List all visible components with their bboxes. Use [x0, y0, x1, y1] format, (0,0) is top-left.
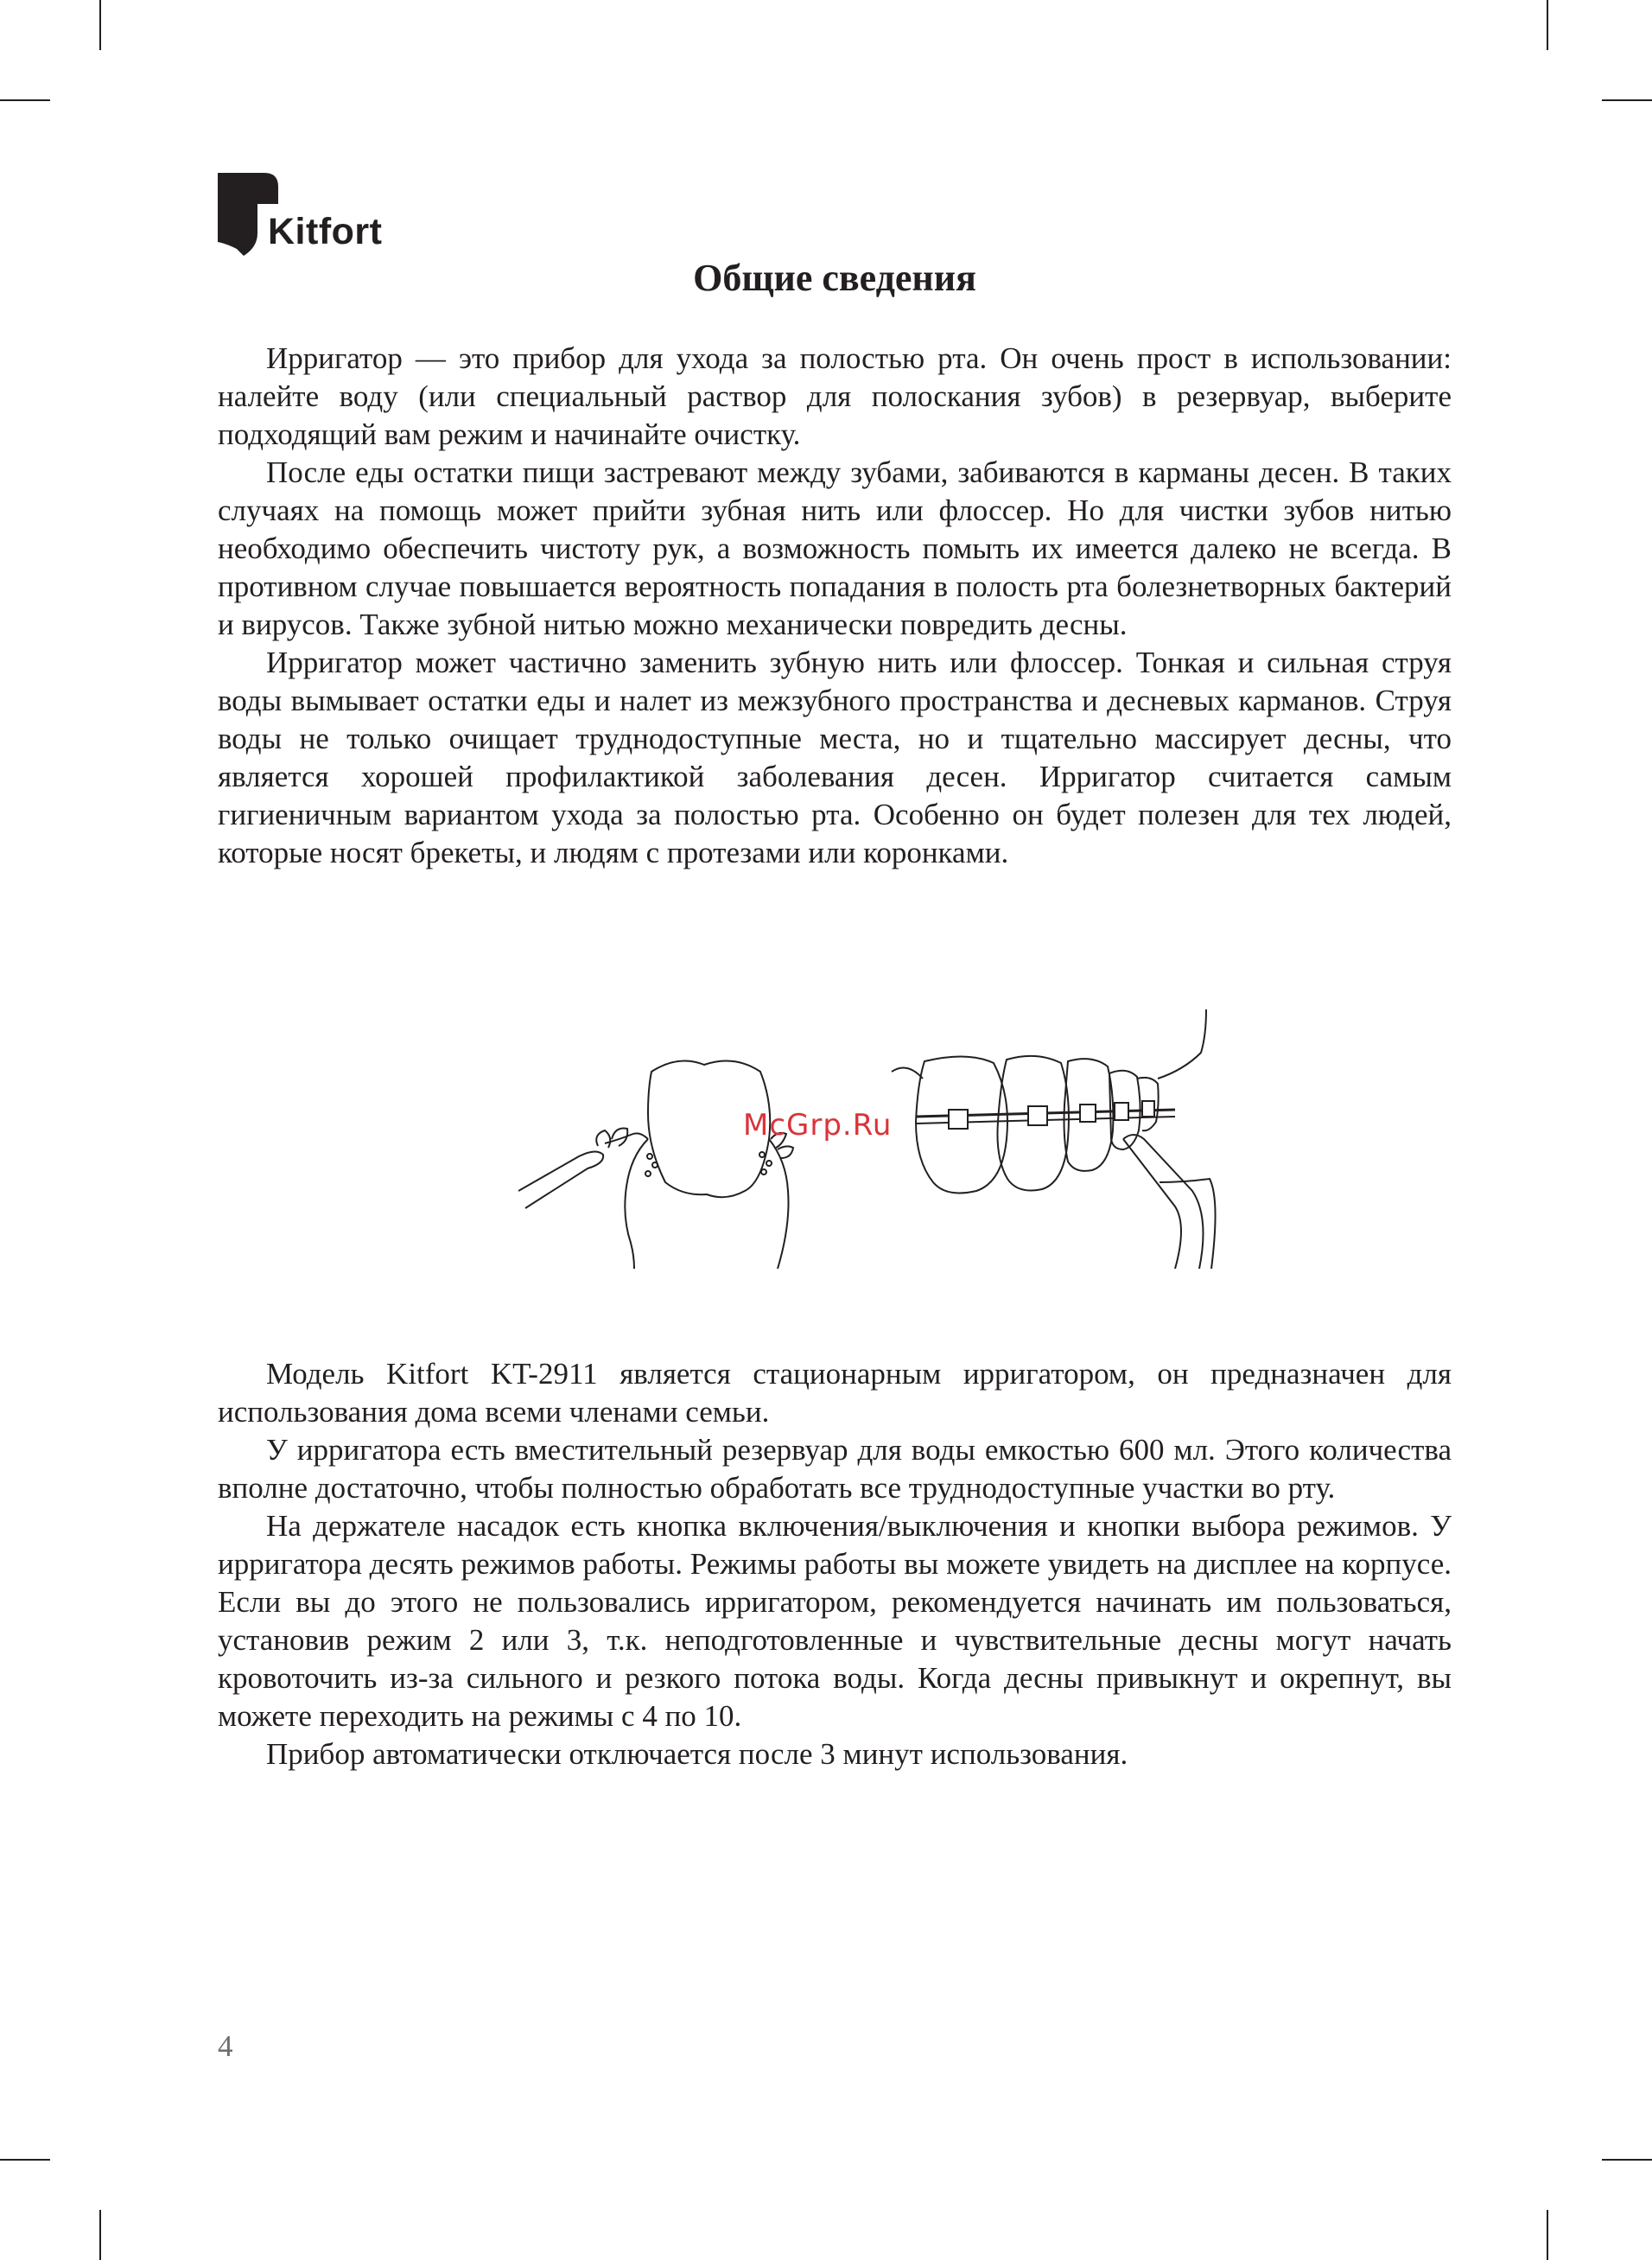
crop-mark: [99, 2210, 101, 2260]
intro-section: [218, 340, 1452, 872]
paragraph: Модель Kitfort KT-2911 является стационарным ирригатором, он предназначен для использования дома всеми членами семьи.: [218, 1357, 1452, 1429]
brand-name: Kitfort: [268, 211, 383, 252]
crop-mark: [1547, 0, 1548, 50]
paragraph: У ирригатора есть вместительный резервуар для воды емкостью 600 мл. Этого количества вполне достаточно, чтобы полностью обработать все труднодоступные участки во рту.: [218, 1433, 1452, 1505]
page-number: 4: [218, 2029, 233, 2063]
crop-mark: [1602, 99, 1652, 101]
teeth-with-braces: [892, 1009, 1216, 1269]
paragraph: Прибор автоматически отключается после 3 минут использования.: [266, 1737, 1128, 1771]
watermark: McGrp.Ru: [743, 1108, 893, 1143]
paragraph: На держателе насадок есть кнопка включения/выключения и кнопки выбора режимов. У ирригатора десять режимов работы. Режимы работы вы можете увидеть на дисплее на корпусе. Если вы до этого не пользовались ирригатором, рекомендуется начинать им пользоваться, установив режим 2 или 3, т.к. неподготовленные и чувствительные десны могут начать кровоточить из-за сильного и резкого потока воды. Когда десны привыкнут и окрепнут, вы можете переходить на режимы с 4 по 10.: [218, 1509, 1452, 1733]
crop-mark: [1547, 2210, 1548, 2260]
crop-mark: [99, 0, 101, 50]
paragraph: После еды остатки пищи застревают между зубами, забиваются в карманы десен. В таких случаях на помощь может прийти зубная нить или флоссер. Но для чистки зубов нитью необходимо обеспечить чистоту рук, а возможность помыть их имеется далеко не всегда. В противном случае повышается вероятность попадания в полость рта болезнетворных бактерий и вирусов. Также зубной нитью можно механически повредить десны.: [218, 455, 1452, 641]
brand-logo: [218, 173, 382, 256]
paragraph: Ирригатор может частично заменить зубную нить или флоссер. Тонкая и сильная струя воды вымывает остатки еды и налет из межзубного пространства и десневых карманов. Струя воды не только очищает труднодоступные места, но и тщательно массирует десны, что является хорошей профилактикой заболевания десен. Ирригатор считается самым гигиеничным вариантом ухода за полостью рта. Особенно он будет полезен для тех людей, которые носят брекеты, и людям с протезами или коронками.: [218, 646, 1452, 869]
page-title: Общие сведения: [693, 257, 976, 299]
crop-mark: [0, 2159, 50, 2161]
crop-mark: [1602, 2159, 1652, 2161]
paragraph: Ирригатор — это прибор для ухода за полостью рта. Он очень прост в использовании: налейте воду (или специальный раствор для полоскания зубов) в резервуар, выберите подходящий вам режим и начинайте очистку.: [218, 341, 1452, 451]
model-section: [218, 1355, 1452, 1773]
tooth-side-view: [518, 1061, 793, 1270]
crop-mark: [0, 99, 50, 101]
